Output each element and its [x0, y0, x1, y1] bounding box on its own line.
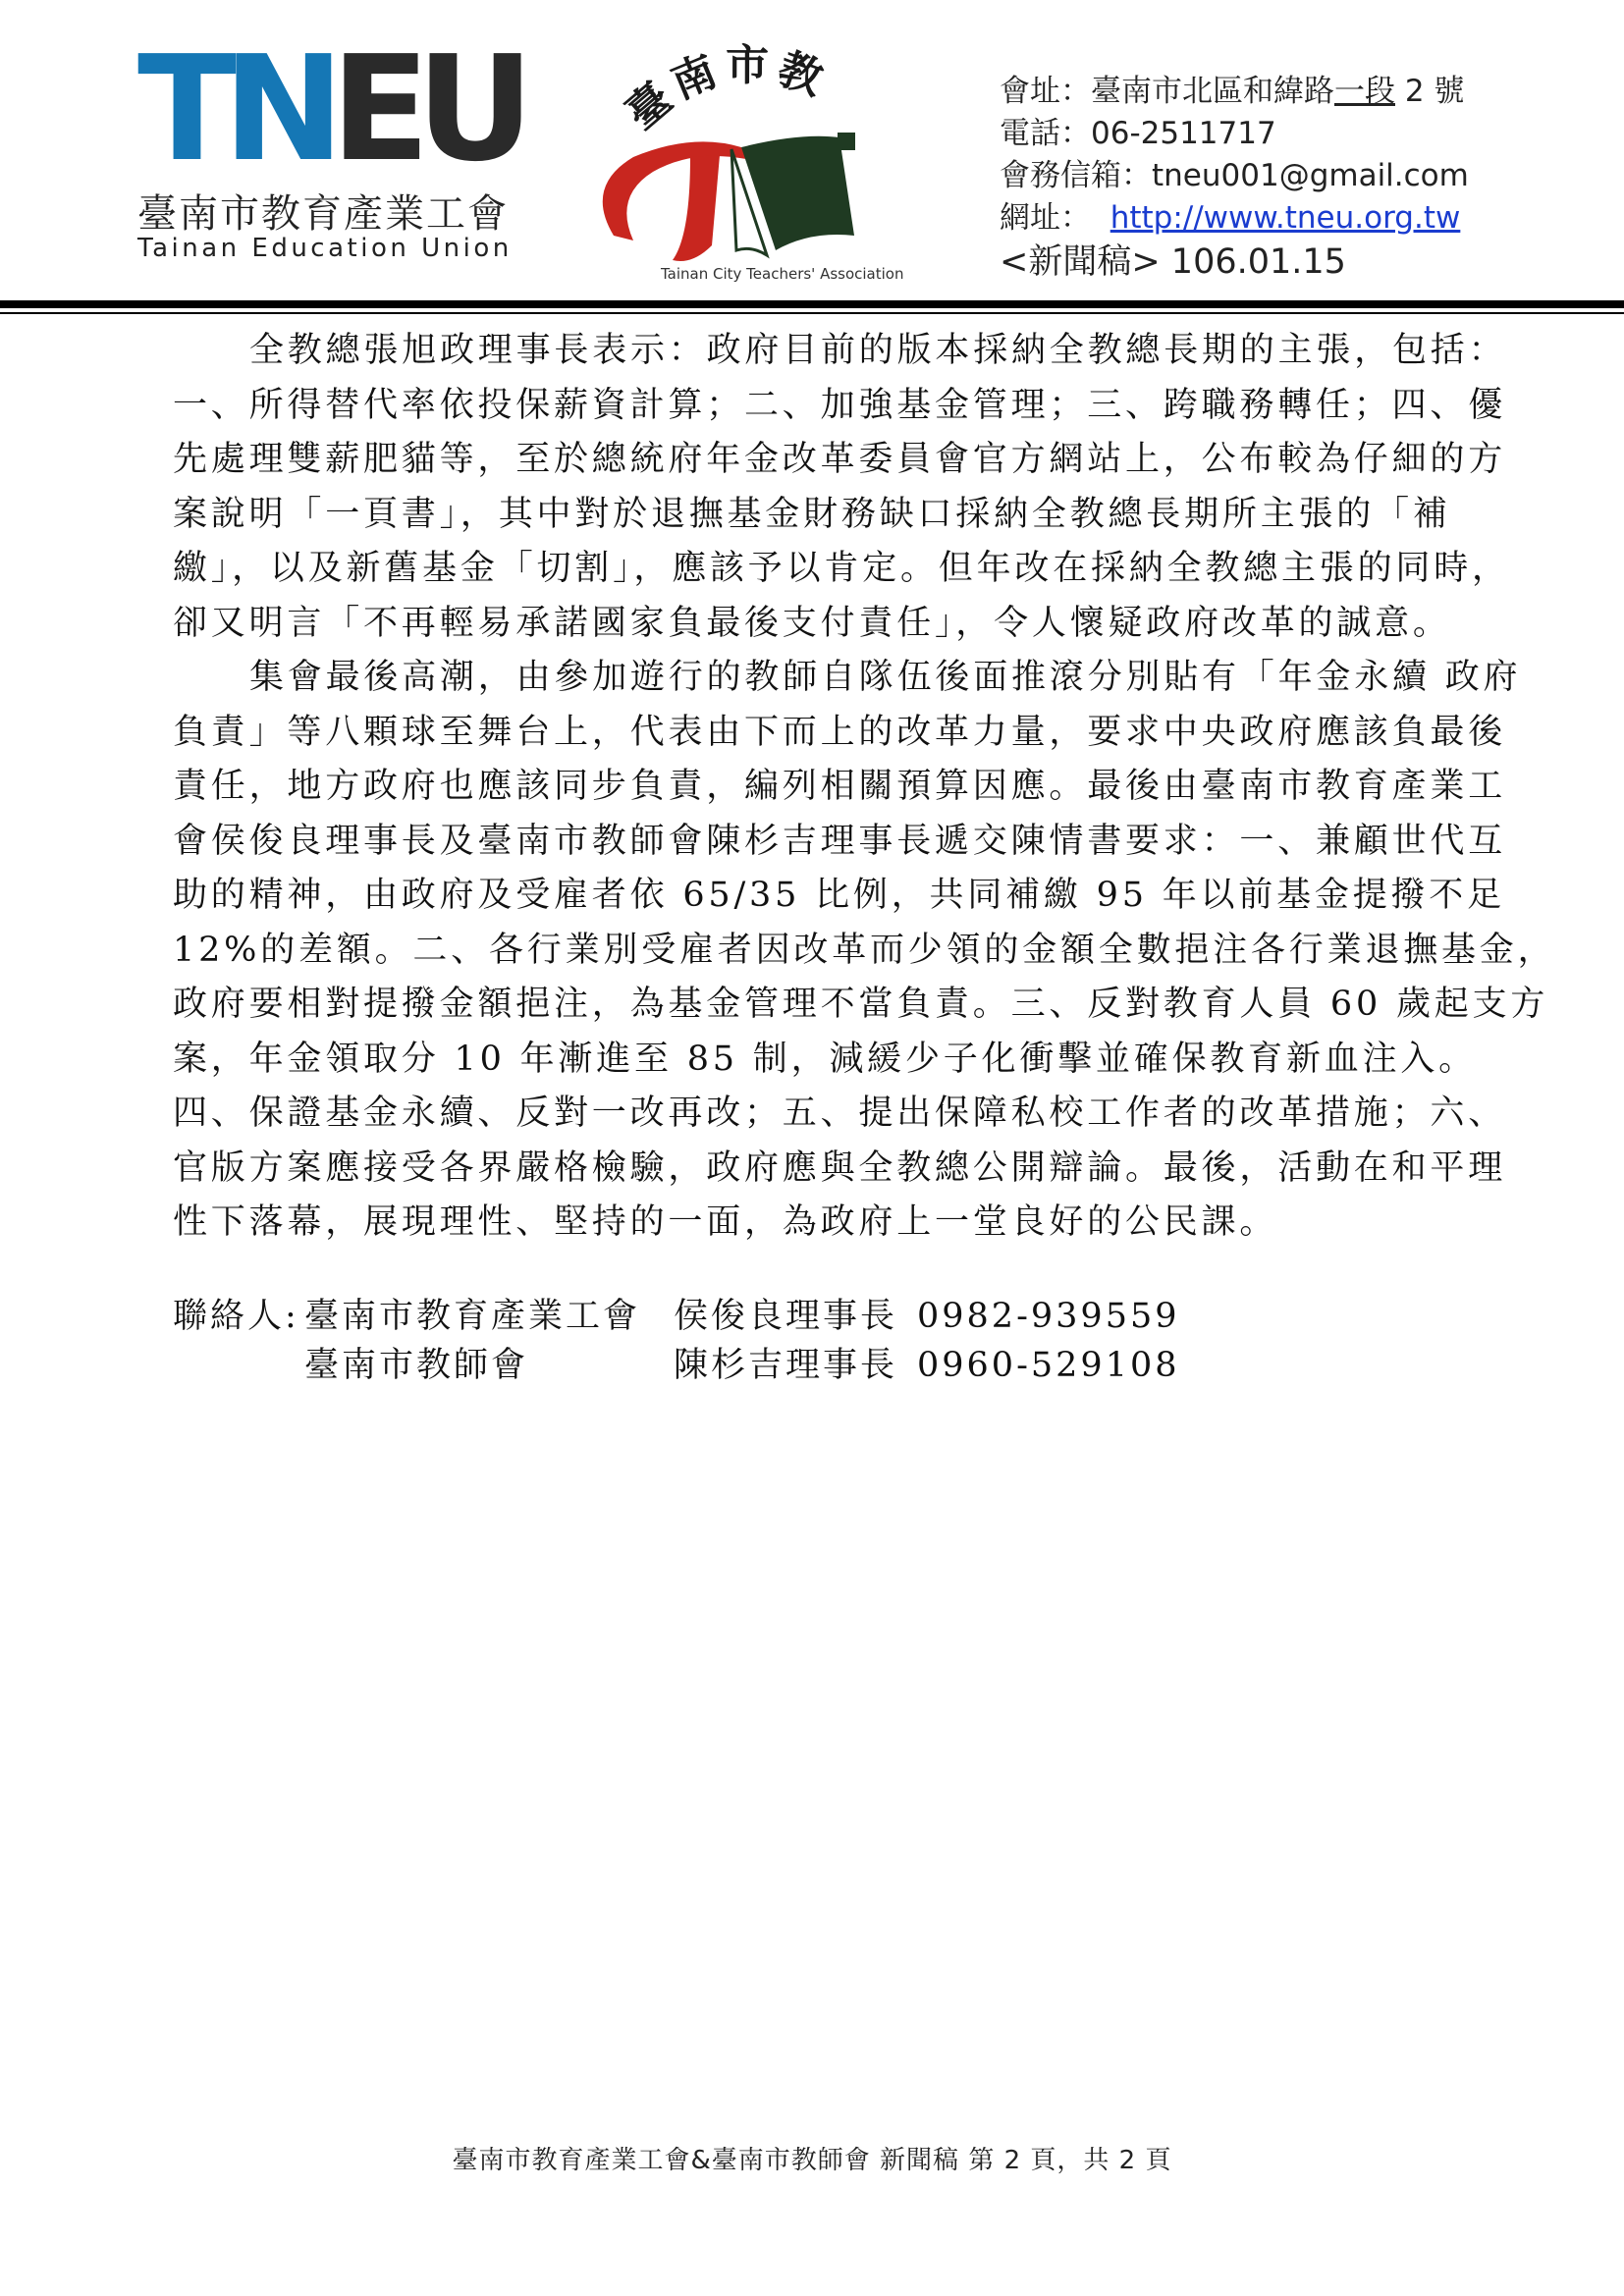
union-logo-mark-tn: TN [137, 25, 331, 193]
union-logo-mark [137, 25, 521, 193]
union-name-chinese: 臺南市教育產業工會 [137, 191, 509, 237]
website-link[interactable]: http://www.tneu.org.tw [1110, 200, 1461, 236]
release-date: 106.01.15 [1170, 242, 1346, 282]
contact-phone: 0960-529108 [917, 1346, 1180, 1385]
website-label: 網址： [1000, 200, 1091, 236]
union-logo-mark-eu: EU [330, 25, 521, 193]
contact-label: 聯絡人: [173, 1297, 299, 1336]
phone-row [1000, 113, 1469, 155]
website-row [1000, 197, 1469, 240]
svg-text:臺南市教師會 [574, 39, 835, 139]
contact-phone: 0982-939559 [917, 1297, 1180, 1336]
paragraph-line: 官版方案應接受各界嚴格檢驗，政府應與全教總公開辯論。最後，活動在和平理 [173, 1148, 1507, 1188]
paragraph-line: 繳」，以及新舊基金「切割」，應該予以肯定。但年改在採納全教總主張的同時， [173, 549, 1510, 588]
article-body [173, 324, 1556, 1251]
contact-persons [173, 1292, 1180, 1390]
paragraph-line: 一、所得替代率依投保薪資計算；二、加強基金管理；三、跨職務轉任；四、優 [173, 385, 1507, 425]
association-logo [574, 39, 928, 294]
paragraph-line: 12%的差額。二、各行業別受雇者因改革而少領的金額全數挹注各行業退撫基金， [173, 930, 1556, 970]
paragraph-line: 會侯俊良理事長及臺南市教師會陳杉吉理事長遞交陳情書要求：一、兼顧世代互 [173, 821, 1507, 861]
header-divider-thick [0, 300, 1624, 308]
release-label: <新聞稿> [1000, 242, 1161, 282]
contact-org: 臺南市教育產業工會 [304, 1297, 641, 1336]
association-emblem-text: 臺南市教 [617, 40, 835, 140]
contact-person-row [173, 1341, 1180, 1390]
email-row [1000, 155, 1469, 197]
article-paragraph-2 [173, 651, 1556, 1251]
contact-org: 臺南市教師會 [304, 1346, 529, 1385]
page-footer: 臺南市教育產業工會&臺南市教師會 新聞稿 第 2 頁，共 2 頁 [452, 2146, 1172, 2175]
paragraph-line: 性下落幕，展現理性、堅持的一面，為政府上一堂良好的公民課。 [173, 1202, 1278, 1242]
paragraph-line: 案說明「一頁書」，其中對於退撫基金財務缺口採納全教總長期所主張的「補 [173, 494, 1451, 534]
email-address: tneu001@gmail.com [1152, 158, 1469, 193]
association-emblem-icon [574, 39, 928, 294]
paragraph-line: 助的精神，由政府及受雇者依 65/35 比例，共同補繳 95 年以前基金提撥不足 [173, 876, 1505, 915]
union-logo [137, 25, 530, 271]
contact-person-row [173, 1292, 1180, 1341]
address-underlined: 一段 [1334, 74, 1395, 109]
paragraph-line: 全教總張旭政理事長表示：政府目前的版本採納全教總長期的主張，包括： [249, 331, 1507, 370]
article-paragraph-1 [173, 324, 1528, 651]
phone-label: 電話： [1000, 116, 1091, 151]
contact-person: 侯俊良理事長 [674, 1297, 898, 1336]
paragraph-line: 卻又明言「不再輕易承諾國家負最後支付責任」，令人懷疑政府改革的誠意。 [173, 603, 1451, 643]
address-label: 會址： [1000, 74, 1091, 109]
union-name-english: Tainan Education Union [137, 234, 513, 263]
paragraph-line: 案，年金領取分 10 年漸進至 85 制，減緩少子化衝擊並確保教育新血注入。 [173, 1039, 1477, 1079]
association-name-english: Tainan City Teachers' Association [661, 265, 904, 283]
address-tail: 2 號 [1395, 74, 1465, 109]
header-divider-thin [0, 312, 1624, 314]
paragraph-line: 責任，地方政府也應該同步負責，編列相關預算因應。最後由臺南市教育產業工 [173, 767, 1507, 806]
paragraph-line: 政府要相對提撥金額挹注，為基金管理不當負責。三、反對教育人員 60 歲起支方 [173, 985, 1549, 1024]
address-text: 臺南市北區和緯路 [1091, 74, 1334, 109]
paragraph-line: 四、保證基金永續、反對一改再改；五、提出保障私校工作者的改革措施；六、 [173, 1094, 1507, 1133]
contact-person: 陳杉吉理事長 [674, 1346, 898, 1385]
phone-number: 06-2511717 [1091, 116, 1276, 151]
contact-label-spacer [173, 1341, 304, 1390]
paragraph-line: 先處理雙薪肥貓等，至於總統府年金改革委員會官方網站上，公布較為仔細的方 [173, 440, 1507, 479]
contact-block [1000, 71, 1469, 284]
paragraph-line: 負責」等八顆球至舞台上，代表由下而上的改革力量，要求中央政府應該負最後 [173, 712, 1507, 752]
release-row [1000, 241, 1469, 284]
paragraph-line: 集會最後高潮，由參加遊行的教師自隊伍後面推滾分別貼有「年金永續 政府 [249, 658, 1522, 697]
address-row [1000, 71, 1469, 113]
email-label: 會務信箱： [1000, 158, 1152, 193]
